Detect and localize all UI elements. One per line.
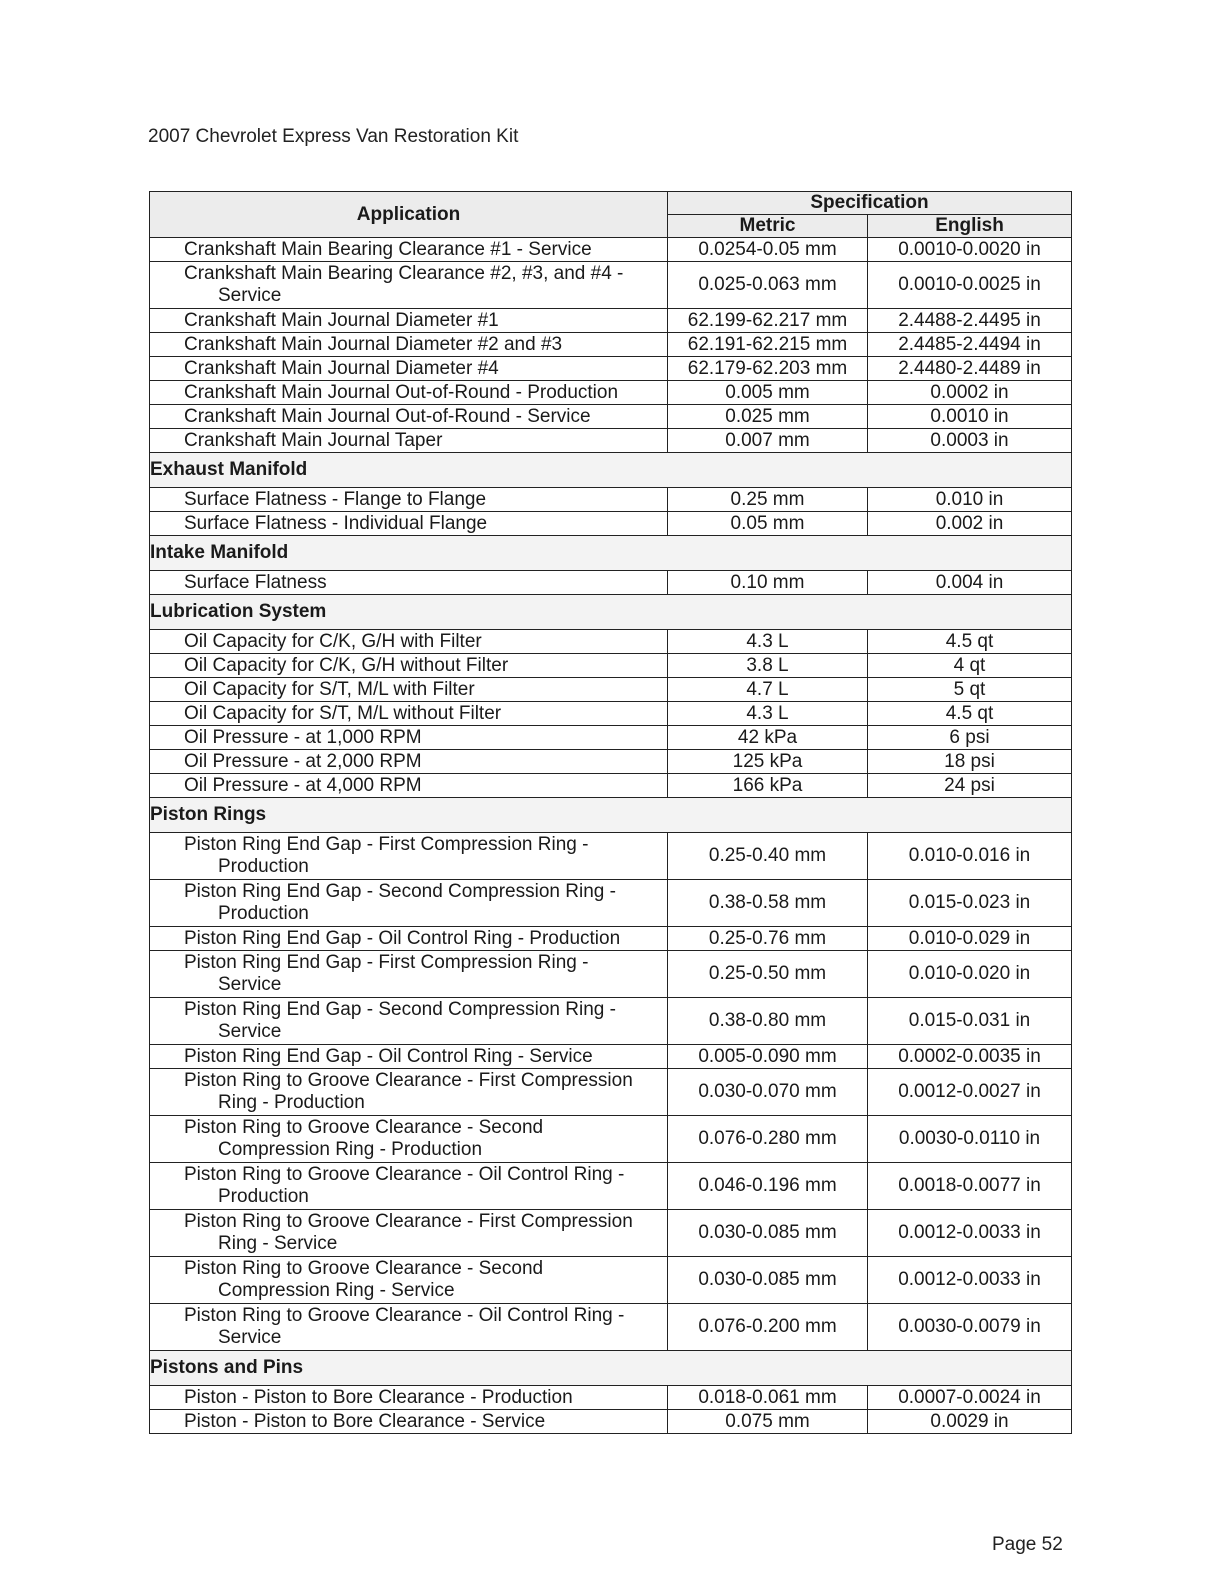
metric-value: 0.025 mm	[668, 405, 868, 429]
application-cell	[150, 381, 668, 405]
metric-value: 0.005 mm	[668, 381, 868, 405]
metric-value: 0.075 mm	[668, 1410, 868, 1434]
english-value: 0.0030-0.0110 in	[868, 1116, 1072, 1163]
application-text: Piston Ring End Gap - Oil Control Ring - Service	[184, 1045, 593, 1067]
application-text-continued: Ring - Service	[218, 1233, 338, 1254]
metric-value: 166 kPa	[668, 774, 868, 798]
table-row	[150, 1410, 1072, 1434]
section-header-row	[150, 536, 1072, 571]
table-row	[150, 381, 1072, 405]
section-header-row	[150, 595, 1072, 630]
application-text-continued: Ring - Production	[218, 1092, 365, 1113]
metric-value: 0.076-0.200 mm	[668, 1304, 868, 1351]
english-value: 2.4480-2.4489 in	[868, 357, 1072, 381]
application-cell	[150, 1210, 668, 1257]
table-row	[150, 927, 1072, 951]
english-value: 2.4488-2.4495 in	[868, 309, 1072, 333]
metric-value: 4.7 L	[668, 678, 868, 702]
application-cell	[150, 309, 668, 333]
application-cell	[150, 333, 668, 357]
application-text: Oil Pressure - at 4,000 RPM	[184, 774, 422, 796]
application-cell	[150, 833, 668, 880]
english-value: 0.010 in	[868, 488, 1072, 512]
metric-value: 0.0254-0.05 mm	[668, 238, 868, 262]
metric-value: 62.191-62.215 mm	[668, 333, 868, 357]
application-cell	[150, 1386, 668, 1410]
header-metric: Metric	[668, 215, 868, 238]
english-value: 0.0010 in	[868, 405, 1072, 429]
metric-value: 0.030-0.085 mm	[668, 1257, 868, 1304]
specification-table	[149, 191, 1072, 1434]
section-title: Intake Manifold	[150, 536, 1072, 571]
application-cell	[150, 678, 668, 702]
metric-value: 0.38-0.80 mm	[668, 998, 868, 1045]
application-cell	[150, 238, 668, 262]
english-value: 0.0002-0.0035 in	[868, 1045, 1072, 1069]
header-specification: Specification	[668, 192, 1072, 215]
table-row	[150, 630, 1072, 654]
table-row	[150, 678, 1072, 702]
metric-value: 0.25-0.50 mm	[668, 951, 868, 998]
application-text: Crankshaft Main Journal Diameter #4	[184, 357, 499, 379]
table-row	[150, 405, 1072, 429]
application-text: Piston Ring End Gap - Second Compression Ring -	[184, 999, 616, 1020]
english-value: 6 psi	[868, 726, 1072, 750]
english-value: 0.010-0.016 in	[868, 833, 1072, 880]
metric-value: 42 kPa	[668, 726, 868, 750]
table-row	[150, 833, 1072, 880]
english-value: 0.0029 in	[868, 1410, 1072, 1434]
application-cell	[150, 774, 668, 798]
metric-value: 0.018-0.061 mm	[668, 1386, 868, 1410]
table-row	[150, 262, 1072, 309]
metric-value: 0.10 mm	[668, 571, 868, 595]
table-body	[150, 238, 1072, 1434]
metric-value: 0.076-0.280 mm	[668, 1116, 868, 1163]
application-cell	[150, 654, 668, 678]
english-value: 5 qt	[868, 678, 1072, 702]
application-text: Piston Ring End Gap - First Compression Ring -	[184, 834, 589, 855]
table-row	[150, 880, 1072, 927]
application-cell	[150, 927, 668, 951]
application-text: Oil Pressure - at 2,000 RPM	[184, 750, 422, 772]
table-row	[150, 238, 1072, 262]
header-application: Application	[150, 192, 668, 238]
application-text: Piston - Piston to Bore Clearance - Production	[184, 1386, 573, 1408]
application-text-continued: Production	[218, 1186, 309, 1207]
table-row	[150, 750, 1072, 774]
english-value: 0.0010-0.0025 in	[868, 262, 1072, 309]
table-row	[150, 571, 1072, 595]
application-cell	[150, 951, 668, 998]
table-row	[150, 1069, 1072, 1116]
table-row	[150, 1386, 1072, 1410]
application-text: Crankshaft Main Bearing Clearance #2, #3, and #4 -	[184, 263, 624, 284]
table-row	[150, 1116, 1072, 1163]
application-text: Crankshaft Main Journal Taper	[184, 429, 443, 451]
application-text: Piston Ring to Groove Clearance - Oil Control Ring -	[184, 1305, 625, 1326]
metric-value: 0.38-0.58 mm	[668, 880, 868, 927]
table-row	[150, 309, 1072, 333]
english-value: 0.0007-0.0024 in	[868, 1386, 1072, 1410]
metric-value: 0.007 mm	[668, 429, 868, 453]
section-header-row	[150, 1351, 1072, 1386]
application-text: Surface Flatness - Flange to Flange	[184, 488, 487, 510]
application-cell	[150, 1410, 668, 1434]
table-row	[150, 488, 1072, 512]
table-row	[150, 1163, 1072, 1210]
application-cell	[150, 1116, 668, 1163]
table-row	[150, 1257, 1072, 1304]
application-cell	[150, 357, 668, 381]
application-cell	[150, 262, 668, 309]
metric-value: 62.199-62.217 mm	[668, 309, 868, 333]
metric-value: 0.25-0.76 mm	[668, 927, 868, 951]
application-text: Piston Ring End Gap - Second Compression Ring -	[184, 881, 616, 902]
application-text: Crankshaft Main Bearing Clearance #1 - Service	[184, 238, 592, 260]
application-cell	[150, 1304, 668, 1351]
application-text: Oil Capacity for S/T, M/L without Filter	[184, 702, 502, 724]
section-title: Lubrication System	[150, 595, 1072, 630]
application-text: Crankshaft Main Journal Diameter #2 and #3	[184, 333, 563, 355]
application-text: Crankshaft Main Journal Out-of-Round - Service	[184, 405, 591, 427]
application-cell	[150, 1163, 668, 1210]
application-text: Oil Capacity for S/T, M/L with Filter	[184, 678, 475, 700]
english-value: 24 psi	[868, 774, 1072, 798]
application-text-continued: Compression Ring - Production	[218, 1139, 483, 1160]
application-text: Crankshaft Main Journal Diameter #1	[184, 309, 499, 331]
table-row	[150, 726, 1072, 750]
table-row	[150, 702, 1072, 726]
english-value: 0.002 in	[868, 512, 1072, 536]
application-text-continued: Service	[218, 285, 282, 306]
application-cell	[150, 512, 668, 536]
application-text-continued: Compression Ring - Service	[218, 1280, 455, 1301]
table-row	[150, 1210, 1072, 1257]
english-value: 0.010-0.029 in	[868, 927, 1072, 951]
document-title: 2007 Chevrolet Express Van Restoration Kit	[148, 126, 519, 147]
application-cell	[150, 726, 668, 750]
application-text: Piston Ring End Gap - First Compression Ring -	[184, 952, 589, 973]
metric-value: 0.030-0.085 mm	[668, 1210, 868, 1257]
english-value: 4.5 qt	[868, 702, 1072, 726]
section-header-row	[150, 798, 1072, 833]
application-text: Piston Ring End Gap - Oil Control Ring - Production	[184, 927, 621, 949]
header-english: English	[868, 215, 1072, 238]
page-number: Page 52	[992, 1534, 1063, 1555]
table-row	[150, 998, 1072, 1045]
english-value: 2.4485-2.4494 in	[868, 333, 1072, 357]
table-row	[150, 357, 1072, 381]
metric-value: 0.005-0.090 mm	[668, 1045, 868, 1069]
english-value: 0.004 in	[868, 571, 1072, 595]
application-text: Crankshaft Main Journal Out-of-Round - Production	[184, 381, 619, 403]
application-cell	[150, 1045, 668, 1069]
table-row	[150, 429, 1072, 453]
application-text: Surface Flatness - Individual Flange	[184, 512, 488, 534]
application-text: Oil Capacity for C/K, G/H without Filter	[184, 654, 509, 676]
table-row	[150, 333, 1072, 357]
section-title: Pistons and Pins	[150, 1351, 1072, 1386]
table-row	[150, 774, 1072, 798]
english-value: 0.0012-0.0027 in	[868, 1069, 1072, 1116]
application-cell	[150, 880, 668, 927]
english-value: 0.0010-0.0020 in	[868, 238, 1072, 262]
application-cell	[150, 630, 668, 654]
application-cell	[150, 702, 668, 726]
application-text-continued: Production	[218, 856, 309, 877]
metric-value: 125 kPa	[668, 750, 868, 774]
application-text: Oil Capacity for C/K, G/H with Filter	[184, 630, 482, 652]
section-title: Piston Rings	[150, 798, 1072, 833]
metric-value: 4.3 L	[668, 630, 868, 654]
metric-value: 0.025-0.063 mm	[668, 262, 868, 309]
english-value: 0.0012-0.0033 in	[868, 1210, 1072, 1257]
table-row	[150, 654, 1072, 678]
english-value: 0.010-0.020 in	[868, 951, 1072, 998]
english-value: 0.0003 in	[868, 429, 1072, 453]
metric-value: 62.179-62.203 mm	[668, 357, 868, 381]
metric-value: 3.8 L	[668, 654, 868, 678]
english-value: 0.015-0.031 in	[868, 998, 1072, 1045]
application-text: Oil Pressure - at 1,000 RPM	[184, 726, 422, 748]
application-text-continued: Production	[218, 903, 309, 924]
english-value: 0.0018-0.0077 in	[868, 1163, 1072, 1210]
table-row	[150, 512, 1072, 536]
metric-value: 0.030-0.070 mm	[668, 1069, 868, 1116]
application-cell	[150, 750, 668, 774]
application-text: Piston - Piston to Bore Clearance - Service	[184, 1410, 546, 1432]
application-text: Piston Ring to Groove Clearance - Second	[184, 1258, 544, 1279]
english-value: 0.015-0.023 in	[868, 880, 1072, 927]
application-cell	[150, 998, 668, 1045]
metric-value: 4.3 L	[668, 702, 868, 726]
english-value: 4.5 qt	[868, 630, 1072, 654]
table-row	[150, 1304, 1072, 1351]
application-cell	[150, 429, 668, 453]
application-cell	[150, 571, 668, 595]
application-text-continued: Service	[218, 974, 282, 995]
table-row	[150, 1045, 1072, 1069]
application-text: Piston Ring to Groove Clearance - First Compression	[184, 1211, 633, 1232]
english-value: 0.0012-0.0033 in	[868, 1257, 1072, 1304]
section-title: Exhaust Manifold	[150, 453, 1072, 488]
english-value: 0.0030-0.0079 in	[868, 1304, 1072, 1351]
english-value: 0.0002 in	[868, 381, 1072, 405]
application-text: Piston Ring to Groove Clearance - Oil Control Ring -	[184, 1164, 625, 1185]
english-value: 4 qt	[868, 654, 1072, 678]
table-row	[150, 951, 1072, 998]
application-cell	[150, 405, 668, 429]
metric-value: 0.046-0.196 mm	[668, 1163, 868, 1210]
application-cell	[150, 1069, 668, 1116]
section-header-row	[150, 453, 1072, 488]
application-text: Surface Flatness	[184, 571, 327, 593]
application-text-continued: Service	[218, 1021, 282, 1042]
application-text-continued: Service	[218, 1327, 282, 1348]
application-text: Piston Ring to Groove Clearance - First Compression	[184, 1070, 633, 1091]
application-text: Piston Ring to Groove Clearance - Second	[184, 1117, 544, 1138]
metric-value: 0.25-0.40 mm	[668, 833, 868, 880]
metric-value: 0.25 mm	[668, 488, 868, 512]
application-cell	[150, 488, 668, 512]
application-cell	[150, 1257, 668, 1304]
metric-value: 0.05 mm	[668, 512, 868, 536]
english-value: 18 psi	[868, 750, 1072, 774]
